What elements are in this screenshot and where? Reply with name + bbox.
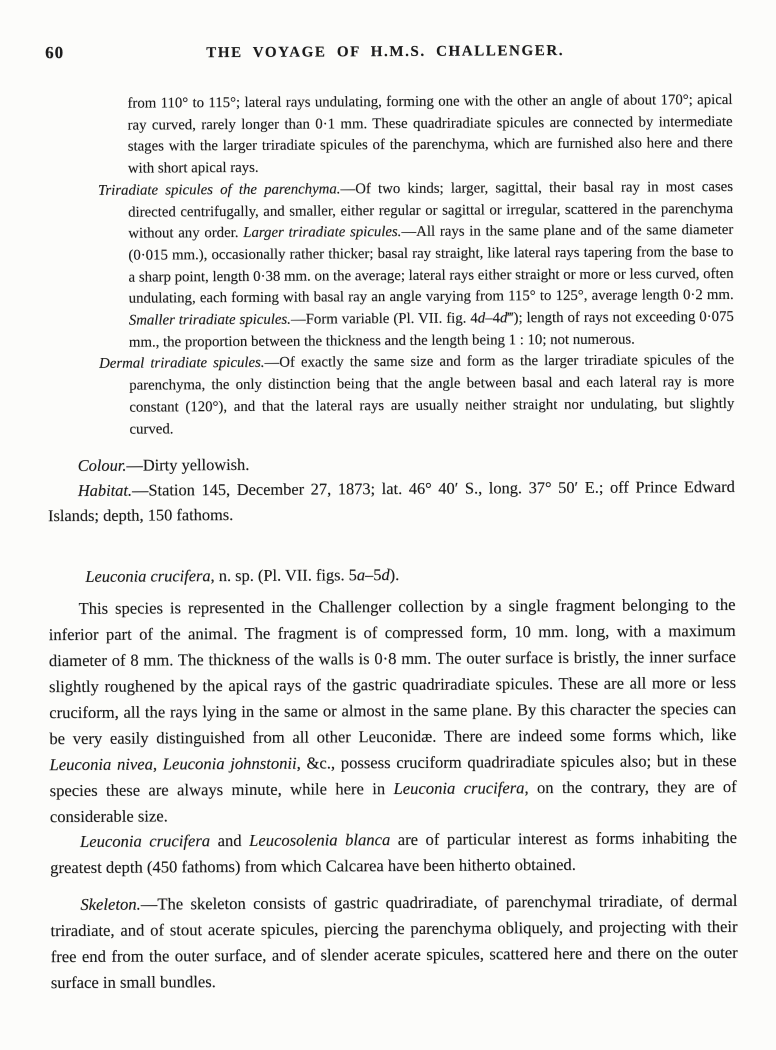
colour-paragraph: Colour.—Dirty yellowish.	[77, 455, 250, 476]
spicule-description-entries	[97, 90, 735, 441]
running-head-title: THE VOYAGE OF H.M.S. CHALLENGER.	[206, 42, 565, 62]
body-paragraph-description: This species is represented in the Challenger collection by a single fragment belonging to the inferior part of the animal. The fragment is of compressed form, 10 mm. long, with a maximum diameter of 8 mm. The thickness of the walls is 0·8 mm. The outer surface is bristly, the inner surface slightly roughened by the apical rays of the gastric quadriradiate spicules. These are all more or less cruciform, all the rays lying in the same or almost in the same plane. By this character the species can be very easily distinguished from all other Leuconidæ. There are indeed some forms which, like Leuconia nivea, Leuconia johnstonii, &c., possess cruciform quadriradiate spicules also; but in these species these are always minute, while here in Leuconia crucifera, on the contrary, they are of considerable size.	[48, 595, 737, 826]
body-paragraph-skeleton: Skeleton.—The skeleton consists of gastric quadriradiate, of parenchymal triradiate, of dermal triradiate, and of stout acerate spicules, piercing the parenchyma obliquely, and projecting with their free end from the outer surface, and of slender acerate spicules, scattered here and there on the outer surface in small bundles.	[50, 891, 738, 993]
entry-continuation-paragraph: from 110° to 115°; lateral rays undulating, forming one with the other an angle of about 170°; apical ray curved, rarely longer than 0·1 mm. These quadriradiate spicules are connected by intermediate stages with the larger triradiate spicules of the parenchyma, which are furnished also here and there with short apical rays.	[127, 91, 733, 177]
habitat-paragraph: Habitat.—Station 145, December 27, 1873; lat. 46° 40′ S., long. 37° 50′ E.; off Prince Edward Islands; depth, 150 fathoms.	[47, 477, 735, 526]
entry-triradiate-parenchyma: Triradiate spicules of the parenchyma.—Of two kinds; larger, sagittal, their basal ray in most cases directed centrifugally, and smaller, either regular or sagittal or irregular, scattered in the parenchyma without any order. Larger triradiate spicules.—All rays in the same plane and of the same diameter (0·015 mm.), occasionally rather thicker; basal ray straight, like lateral rays tapering from the base to a sharp point, length 0·38 mm. on the average; lateral rays either straight or more or less curved, often undulating, each forming with basal ray an angle varying from 115° to 125°, average length 0·2 mm. Smaller triradiate spicules.—Form variable (Pl. VII. fig. 4d–4d‴); length of rays not exceeding 0·075 mm., the proportion between the thickness and the length being 1 : 10; not numerous.	[97, 178, 734, 351]
species-description-body	[48, 592, 737, 996]
entry-dermal-triradiate: Dermal triradiate spicules.—Of exactly the same size and form as the larger triradiate spicules of the parenchyma, the only distinction being that the angle between basal and each lateral ray is more constant (120°), and that the lateral rays are usually neither straight nor undulating, but slightly curved.	[98, 352, 735, 438]
species-heading-section	[85, 560, 735, 589]
page-number: 60	[45, 42, 65, 63]
colour-habitat-section	[48, 449, 735, 528]
species-heading: Leuconia crucifera, n. sp. (Pl. VII. figs. 5a–5d).	[85, 565, 400, 587]
body-paragraph-depth-note: Leuconia crucifera and Leucosolenia blanca are of particular interest as forms inhabiting the greatest depth (450 fathoms) from which Calcarea have been hitherto obtained.	[50, 828, 738, 878]
running-header	[0, 42, 773, 71]
